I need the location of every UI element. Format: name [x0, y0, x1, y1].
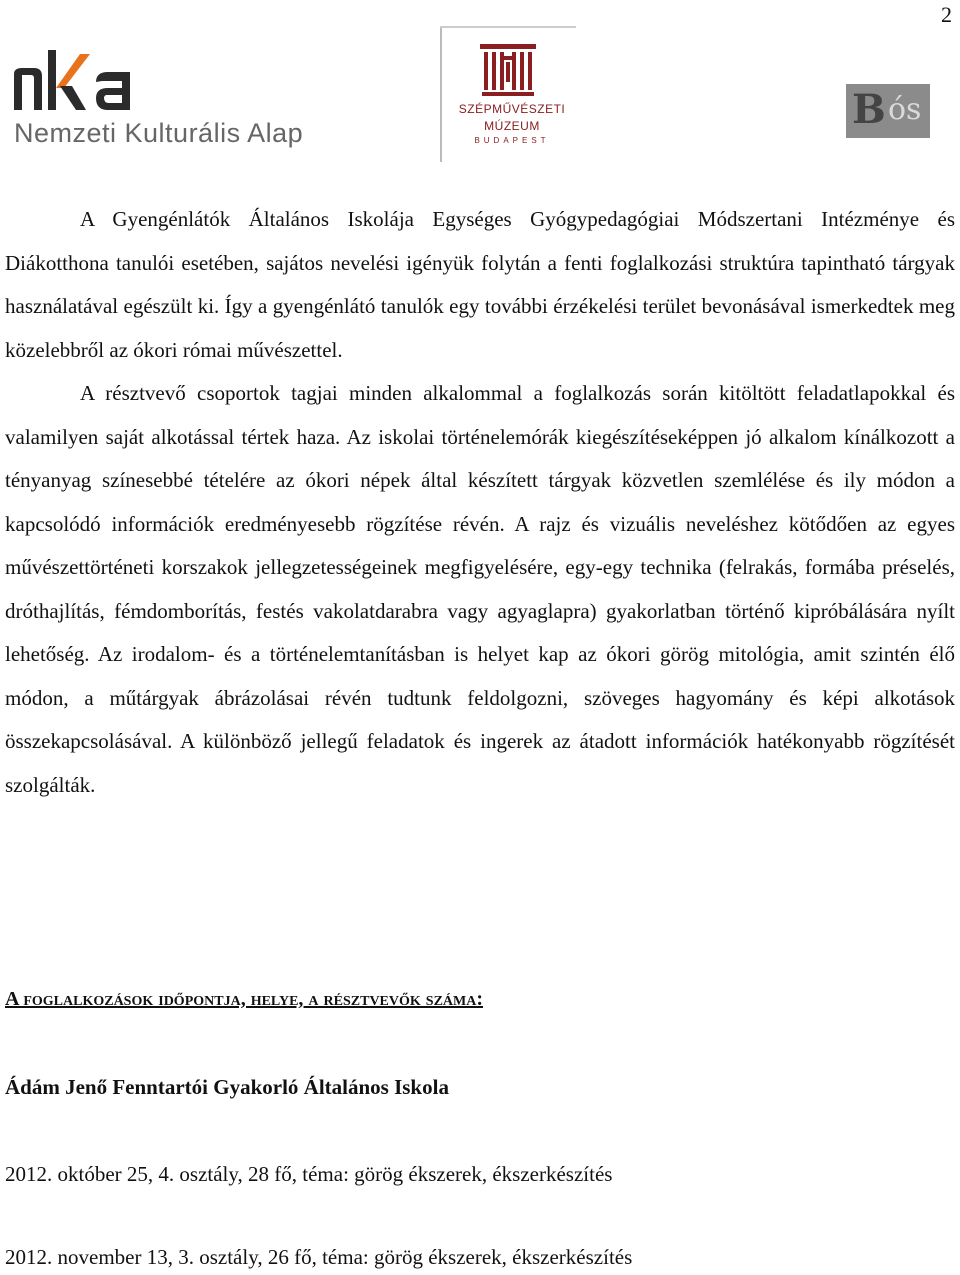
bos-logo [846, 84, 930, 138]
page-number: 2 [941, 2, 952, 27]
school-name: Ádám Jenő Fenntartói Gyakorló Általános Iskola [5, 1075, 449, 1099]
section-heading: A foglalkozások időpontja, helye, a résztvevők száma: [5, 988, 484, 1010]
session-entry: 2012. október 25, 4. osztály, 28 fő, téma: görög ékszerek, ékszerkészítés [5, 1162, 613, 1186]
temple-icon [440, 26, 576, 102]
bos-logo-text: ós [888, 92, 922, 127]
museum-name-line2: MÚZEUM [484, 119, 540, 133]
bos-logo-initial: B [852, 86, 886, 133]
nka-logo [10, 48, 330, 153]
paragraph: A résztvevő csoportok tagjai minden alkalommal a foglalkozás során kitöltött feladatlapokkal és valamilyen saját alkotással tértek haza. Az iskolai történelemórák kiegészítéseképpen jó alkalom kínálkozott a tényanyag színesebbé tételére az ókori népek által készített tárgyak közvetlen szemlélése és ily módon a kapcsolódó információk eredményesebb rögzítése révén. A rajz és vizuális neveléshez kötődően az egyes művészettörténeti korszakok jellegzetességeinek megfigyelésére, egy-egy technika (felrakás, formába préselés, dróthajlítás, fémdomborítás, festés vakolatdarabra vagy agyaglapra) gyakorlatban történő kipróbálására nyílt lehetőség. Az irodalom- és a történelemtanításban is helyet kap az ókori görög mitológia, amit szintén élő módon, a műtárgyak ábrázolásai révén tudtunk feldolgozni, szöveges hagyomány és képi alkotások összekapcsolásával. A különböző jellegű feladatok és ingerek az átadott információk hatékonyabb rögzítését szolgálták. [5, 381, 955, 797]
header-logos [0, 0, 960, 175]
paragraph: A Gyengénlátók Általános Iskolája Egységes Gyógypedagógiai Módszertani Intézménye és Diákotthona tanulói esetében, sajátos nevelési igényük folytán a fenti foglalkozási struktúra tapintható tárgyak használatával egészült ki. Így a gyengénlátó tanulók egy további érzékelési terület bevonásával ismerkedtek meg közelebbről az ókori római művészettel. [5, 207, 955, 362]
document-body [5, 198, 955, 807]
szepmuveszeti-muzeum-logo [440, 26, 576, 164]
nka-caption: Nemzeti Kulturális Alap [14, 118, 304, 148]
nka-logo-mark [10, 48, 135, 114]
session-entry: 2012. november 13, 3. osztály, 26 fő, téma: görög ékszerek, ékszerkészítés [5, 1245, 633, 1269]
museum-name-line1: SZÉPMŰVÉSZETI [458, 102, 566, 116]
museum-city: BUDAPEST [474, 136, 550, 145]
